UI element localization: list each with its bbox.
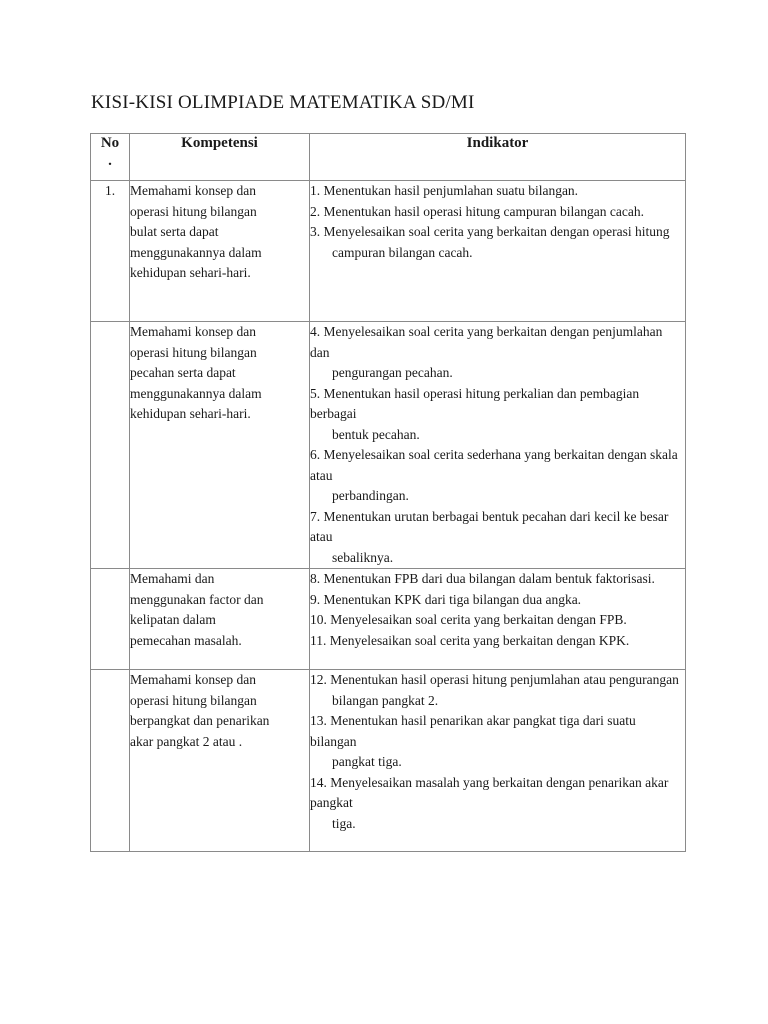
indikator-item-continuation: tiga. <box>332 815 356 831</box>
row-number-cell <box>91 569 130 670</box>
indikator-item-continuation: campuran bilangan cacah. <box>332 244 473 260</box>
indikator-item: 14. Menyelesaikan masalah yang berkaitan dengan penarikan akar pangkat <box>310 774 669 810</box>
indikator-item-continuation: perbandingan. <box>332 488 409 503</box>
kompetensi-line: kelipatan dalam <box>130 612 216 627</box>
indikator-item: 11. Menyelesaikan soal cerita yang berkaitan dengan KPK. <box>310 632 630 648</box>
page-title: KISI-KISI OLIMPIADE MATEMATIKA SD/MI <box>91 92 475 113</box>
indikator-item-continuation: pangkat tiga. <box>332 754 402 769</box>
row-number-cell <box>91 322 130 569</box>
indikator-item: 12. Menentukan hasil operasi hitung penjumlahan atau pengurangan <box>310 672 679 687</box>
kompetensi-line: operasi hitung bilangan <box>130 344 257 360</box>
kompetensi-line: operasi hitung bilangan <box>130 203 257 219</box>
indikator-item: 10. Menyelesaikan soal cerita yang berkaitan dengan FPB. <box>310 612 627 627</box>
table-row <box>91 569 686 670</box>
row-number-cell <box>91 670 130 852</box>
kompetensi-line: Memahami konsep dan <box>130 672 256 687</box>
kompetensi-line: Memahami dan <box>130 571 215 586</box>
kompetensi-cell <box>130 322 310 569</box>
kompetensi-line: pecahan serta dapat <box>130 365 236 380</box>
kompetensi-line: kehidupan sehari-hari. <box>130 265 251 280</box>
header-kompetensi: Kompetensi <box>130 134 310 181</box>
indikator-item-continuation: pengurangan pecahan. <box>332 365 453 380</box>
indikator-item-continuation: bentuk pecahan. <box>332 426 420 442</box>
header-no-text: No <box>100 135 120 151</box>
kompetensi-line: menggunakannya dalam <box>130 244 262 260</box>
indikator-item: 1. Menentukan hasil penjumlahan suatu bilangan. <box>310 183 579 198</box>
kompetensi-line: kehidupan sehari-hari. <box>130 406 251 421</box>
indikator-cell <box>310 322 686 569</box>
kisi-kisi-table <box>90 133 686 852</box>
kompetensi-line: menggunakan factor dan <box>130 591 264 607</box>
indikator-item: 2. Menentukan hasil operasi hitung campuran bilangan cacah. <box>310 203 645 219</box>
indikator-item: 8. Menentukan FPB dari dua bilangan dalam bentuk faktorisasi. <box>310 571 655 586</box>
indikator-item: 13. Menentukan hasil penarikan akar pangkat tiga dari suatu bilangan <box>310 713 636 749</box>
kompetensi-cell <box>130 569 310 670</box>
table-header-row <box>91 134 686 181</box>
table-row <box>91 670 686 852</box>
indikator-item: 6. Menyelesaikan soal cerita sederhana yang berkaitan dengan skala atau <box>310 447 678 483</box>
table-body <box>91 181 686 852</box>
indikator-item: 9. Menentukan KPK dari tiga bilangan dua angka. <box>310 591 582 607</box>
row-number-cell: 1. <box>91 181 130 322</box>
kompetensi-line: operasi hitung bilangan <box>130 692 257 708</box>
indikator-item: 7. Menentukan urutan berbagai bentuk pecahan dari kecil ke besar atau <box>310 508 669 544</box>
kompetensi-line: pemecahan masalah. <box>130 632 242 648</box>
kompetensi-cell <box>130 181 310 322</box>
indikator-item: 5. Menentukan hasil operasi hitung perkalian dan pembagian berbagai <box>310 385 640 421</box>
indikator-cell <box>310 181 686 322</box>
kompetensi-line: bulat serta dapat <box>130 224 219 239</box>
kompetensi-line: akar pangkat 2 atau . <box>130 733 243 749</box>
indikator-item-continuation: bilangan pangkat 2. <box>332 692 439 708</box>
header-no <box>91 134 130 181</box>
indikator-item-continuation: sebaliknya. <box>332 549 394 565</box>
kompetensi-line: menggunakannya dalam <box>130 385 262 401</box>
kompetensi-line: Memahami konsep dan <box>130 324 256 339</box>
table-row <box>91 181 686 322</box>
kompetensi-cell <box>130 670 310 852</box>
indikator-item: 3. Menyelesaikan soal cerita yang berkaitan dengan operasi hitung <box>310 224 670 239</box>
header-no-dot: . <box>108 153 112 169</box>
indikator-cell <box>310 569 686 670</box>
header-indikator: Indikator <box>310 134 686 181</box>
kompetensi-line: Memahami konsep dan <box>130 183 256 198</box>
table-row <box>91 322 686 569</box>
kompetensi-line: berpangkat dan penarikan <box>130 713 270 728</box>
indikator-item: 4. Menyelesaikan soal cerita yang berkaitan dengan penjumlahan dan <box>310 324 663 360</box>
indikator-cell <box>310 670 686 852</box>
